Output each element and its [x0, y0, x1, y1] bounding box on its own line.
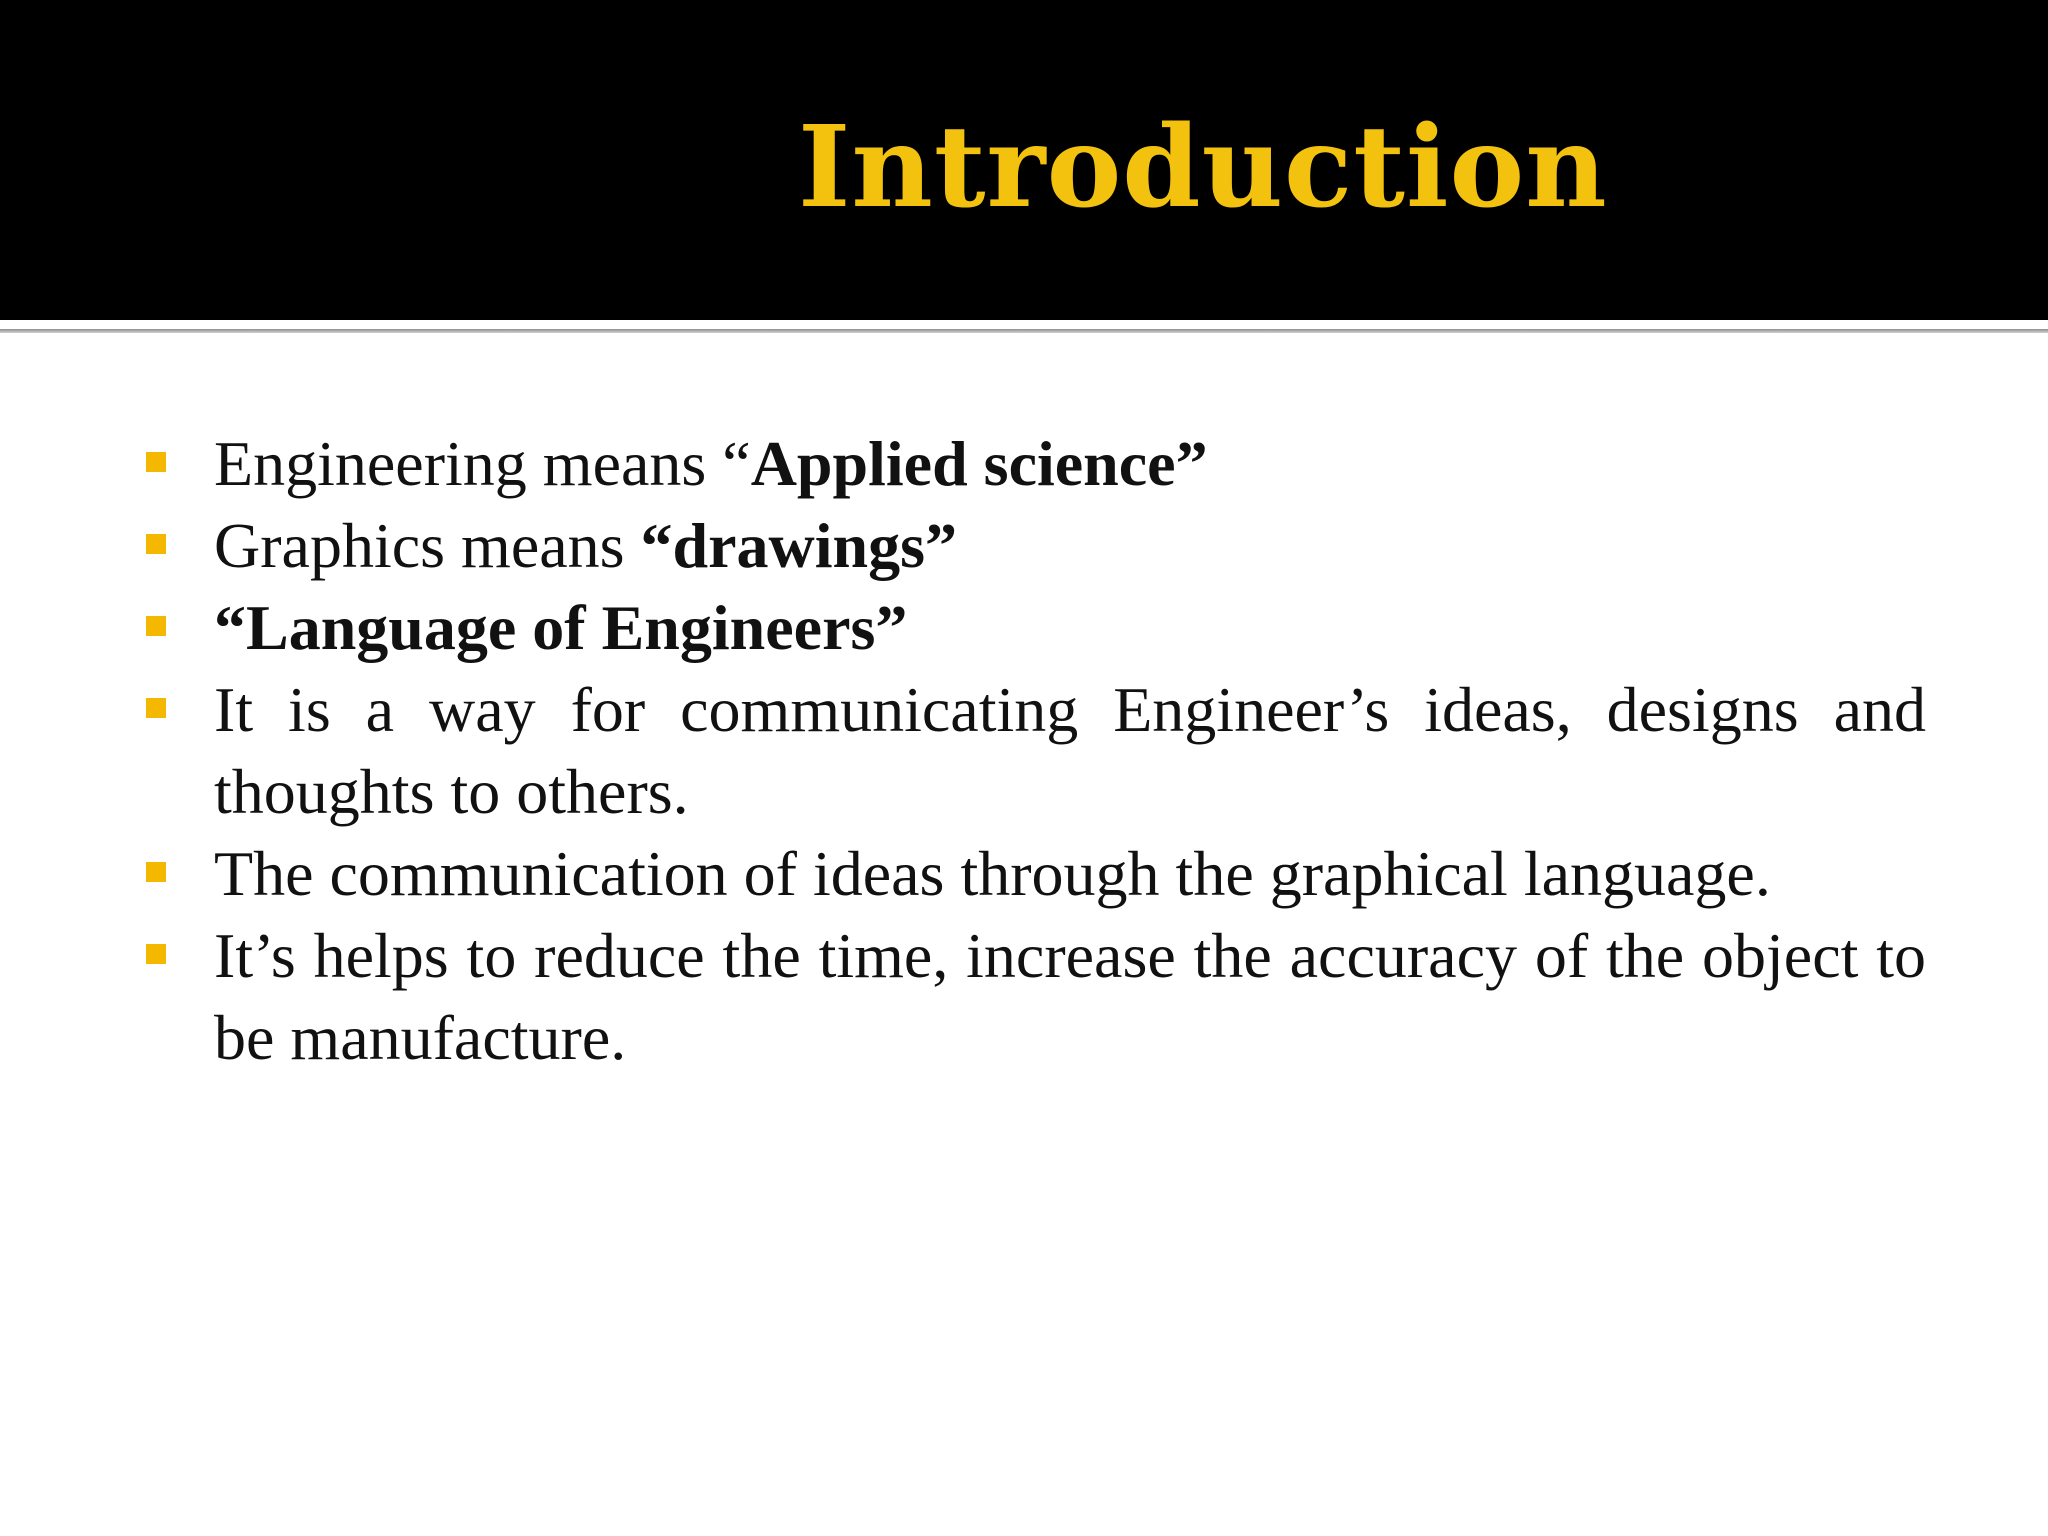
title-divider-grey [0, 329, 2048, 333]
title-bar [0, 0, 2048, 320]
bullet-bold-text: Applied science” [750, 428, 1208, 499]
bullet-item-drawings [0, 505, 2048, 587]
bullet-item-reduce-time [0, 915, 2048, 1079]
bullet-text: Engineering means “ [214, 428, 751, 499]
bullet-item-applied-science [0, 423, 2048, 505]
square-bullet-icon [146, 944, 166, 964]
title-divider-white [0, 320, 2048, 327]
slide-title: Introduction [798, 102, 1608, 233]
bullet-list [0, 423, 2048, 1079]
square-bullet-icon [146, 534, 166, 554]
square-bullet-icon [146, 616, 166, 636]
bullet-text: The communication of ideas through the graphical language. [214, 838, 1771, 909]
square-bullet-icon [146, 698, 166, 718]
square-bullet-icon [146, 452, 166, 472]
bullet-text: It’s helps to reduce the time, increase the accuracy of the object to be manufacture. [214, 920, 1926, 1073]
bullet-item-language-of-engineers [0, 587, 2048, 669]
bullet-bold-text: “Language of Engineers” [214, 592, 908, 663]
square-bullet-icon [146, 862, 166, 882]
bullet-item-graphical-language [0, 833, 2048, 915]
bullet-text: Graphics means [214, 510, 641, 581]
bullet-text: It is a way for communicating Engineer’s ideas, designs and thoughts to others. [214, 674, 1926, 827]
bullet-item-communicating-ideas [0, 669, 2048, 833]
bullet-bold-text: “drawings” [640, 510, 958, 581]
